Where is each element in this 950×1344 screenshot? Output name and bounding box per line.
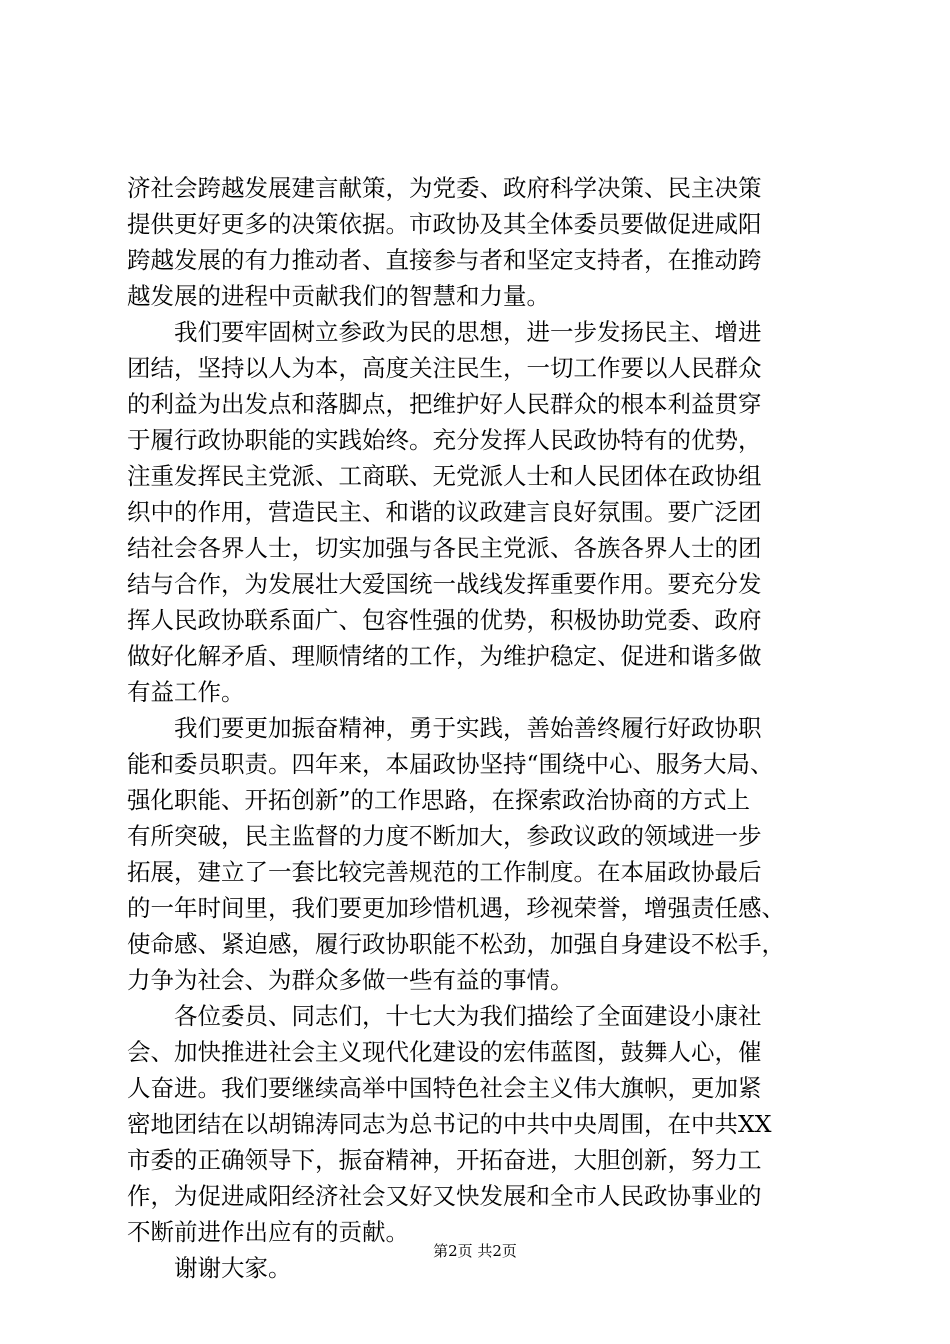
text-line: 提供更好更多的决策依据。市政协及其全体委员要做促进咸阳 bbox=[127, 210, 762, 238]
text-line: 结与合作，为发展壮大爱国统一战线发挥重要作用。要充分发 bbox=[127, 570, 762, 598]
text-line: 密地团结在以胡锦涛同志为总书记的中共中央周围，在中共XX bbox=[127, 1110, 772, 1138]
text-line: 结社会各界人士，切实加强与各民主党派、各族各界人士的团 bbox=[127, 534, 762, 562]
paragraph-start-line: 我们要牢固树立参政为民的思想，进一步发扬民主、增进 bbox=[127, 318, 762, 346]
text-line: 跨越发展的有力推动者、直接参与者和坚定支持者，在推动跨 bbox=[127, 246, 762, 274]
text-line: 有所突破，民主监督的力度不断加大，参政议政的领域进一步 bbox=[127, 822, 762, 850]
text-line: 强化职能、开拓创新”的工作思路，在探索政治协商的方式上 bbox=[127, 786, 751, 814]
paragraph-start-line: 我们要更加振奋精神，勇于实践，善始善终履行好政协职 bbox=[127, 714, 762, 742]
text-line: 团结，坚持以人为本，高度关注民生，一切工作要以人民群众 bbox=[127, 354, 762, 382]
text-line: 会、加快推进社会主义现代化建设的宏伟蓝图，鼓舞人心，催 bbox=[127, 1038, 762, 1066]
text-line: 于履行政协职能的实践始终。充分发挥人民政协特有的优势， bbox=[127, 426, 762, 454]
text-line: 不断前进作出应有的贡献。 bbox=[127, 1218, 409, 1246]
text-line: 济社会跨越发展建言献策，为党委、政府科学决策、民主决策 bbox=[127, 174, 762, 202]
paragraph-start-line: 各位委员、同志们，十七大为我们描绘了全面建设小康社 bbox=[127, 1002, 762, 1030]
text-line: 拓展，建立了一套比较完善规范的工作制度。在本届政协最后 bbox=[127, 858, 762, 886]
paragraph-start-line: 谢谢大家。 bbox=[127, 1254, 292, 1282]
text-line: 挥人民政协联系面广、包容性强的优势，积极协助党委、政府 bbox=[127, 606, 762, 634]
text-line: 能和委员职责。四年来，本届政协坚持“围绕中心、服务大局、 bbox=[127, 750, 774, 778]
page-footer bbox=[0, 1241, 950, 1261]
page-number-indicator: 第2页 共2页 bbox=[433, 1242, 517, 1260]
text-line: 市委的正确领导下，振奋精神，开拓奋进，大胆创新，努力工 bbox=[127, 1146, 762, 1174]
text-line: 作，为促进咸阳经济社会又好又快发展和全市人民政协事业的 bbox=[127, 1182, 762, 1210]
text-line: 使命感、紧迫感，履行政协职能不松劲，加强自身建设不松手， bbox=[127, 930, 785, 958]
text-line: 力争为社会、为群众多做一些有益的事情。 bbox=[127, 966, 574, 994]
text-line: 织中的作用，营造民主、和谐的议政建言良好氛围。要广泛团 bbox=[127, 498, 762, 526]
text-line: 越发展的进程中贡献我们的智慧和力量。 bbox=[127, 282, 550, 310]
text-line: 的一年时间里，我们要更加珍惜机遇，珍视荣誉，增强责任感、 bbox=[127, 894, 785, 922]
text-line: 的利益为出发点和落脚点，把维护好人民群众的根本利益贯穿 bbox=[127, 390, 762, 418]
text-line: 做好化解矛盾、理顺情绪的工作，为维护稳定、促进和谐多做 bbox=[127, 642, 762, 670]
text-line: 注重发挥民主党派、工商联、无党派人士和人民团体在政协组 bbox=[127, 462, 762, 490]
text-line: 有益工作。 bbox=[127, 678, 245, 706]
document-body bbox=[127, 170, 847, 1286]
text-line: 人奋进。我们要继续高举中国特色社会主义伟大旗帜，更加紧 bbox=[127, 1074, 762, 1102]
